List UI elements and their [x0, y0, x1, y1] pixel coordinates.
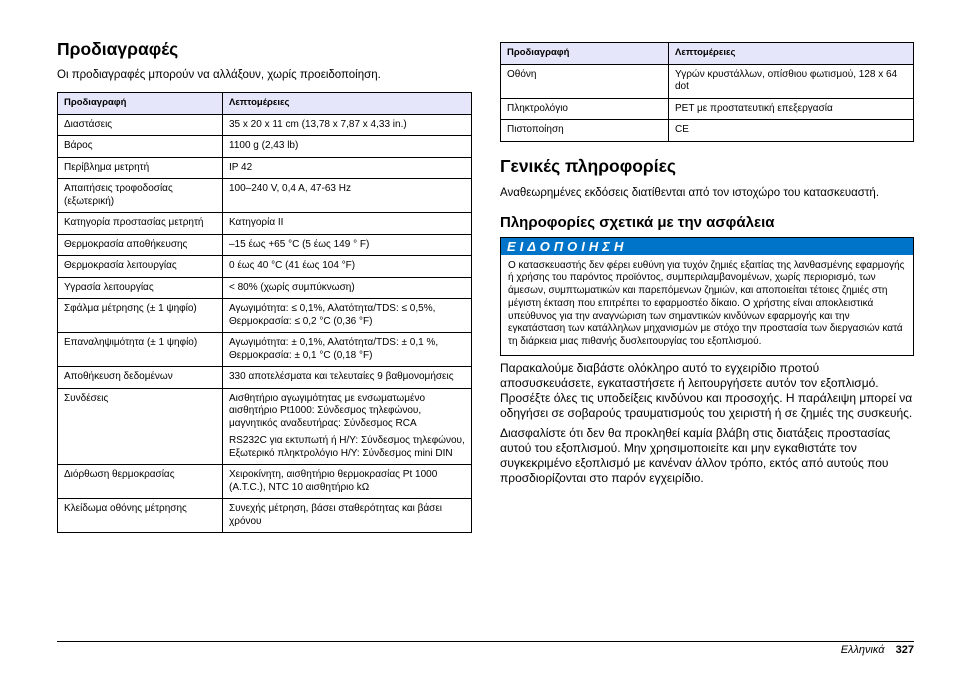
- spec-details-cell: [223, 136, 472, 158]
- spec-details-text: IP 42: [229, 161, 253, 173]
- footer-language: Ελληνικά: [840, 644, 885, 656]
- general-info-text: Αναθεωρημένες εκδόσεις διατίθενται από τον ιστοχώρο του κατασκευαστή.: [500, 186, 880, 199]
- spec-details-cell: [223, 256, 472, 278]
- spec-details-cell: [223, 157, 472, 179]
- spec-name-cell: Σφάλμα μέτρησης (± 1 ψηφίο): [58, 299, 223, 333]
- page-number: 327: [895, 644, 914, 656]
- table-row: [58, 299, 472, 333]
- spec-details-cell: [223, 179, 472, 213]
- spec-details-cell: [223, 367, 472, 389]
- spec-details-cell: [223, 499, 472, 533]
- spec-name-cell: Κλείδωμα οθόνης μέτρησης: [58, 499, 223, 533]
- spec-name-cell: Απαιτήσεις τροφοδοσίας (εξωτερική): [58, 179, 223, 213]
- spec-details-text: 330 αποτελέσματα και τελευταίες 9 βαθμονομήσεις: [229, 371, 454, 382]
- spec-details-cell: [669, 120, 914, 142]
- notice-label: ΕΙΔΟΠΟΙΗΣΗ: [501, 238, 913, 255]
- spec-details-text: 35 x 20 x 11 cm (13,78 x 7,87 x 4,33 in.): [229, 118, 407, 130]
- notice-text: Ο κατασκευαστής δεν φέρει ευθύνη για τυχόν ζημιές εξαιτίας της λανθασμένης εφαρμογής ή χρήσης του παρόντος προϊόντος, συμπεριλαμβανομένων, χωρίς περιορισμό, των άμεσων, συμπτωματικών και παρεπόμενων ζημιών, και αποποιείται τέτοιες ζημιές στη μέγιστη έκταση που επιτρέπει το εφαρμοστέο δίκαιο. Ο χρήστης είναι αποκλειστικά υπεύθυνος για την αναγνώριση των σημαντικών κινδύνων εφαρμογής και την εγκατάσταση των κατάλληλων μηχανισμών με στόχο την προστασία των διεργασιών κατά τη διάρκεια μιας πιθανής δυσλειτουργίας του εξοπλισμού.: [508, 259, 905, 348]
- spec-name-cell: Κατηγορία προστασίας μετρητή: [58, 213, 223, 235]
- spec-details-cell: [223, 213, 472, 235]
- spec-name-cell: Πληκτρολόγιο: [501, 98, 669, 120]
- spec-name-cell: Περίβλημα μετρητή: [58, 157, 223, 179]
- spec-name-cell: Θερμοκρασία αποθήκευσης: [58, 234, 223, 256]
- spec-name-cell: Αποθήκευση δεδομένων: [58, 367, 223, 389]
- left-column: [57, 38, 472, 533]
- spec-details-text: CE: [675, 124, 689, 135]
- safety-paragraph-read-manual: Παρακαλούμε διαβάστε ολόκληρο αυτό το εγχειρίδιο πρoτού αποσυσκευάσετε, εγκαταστήσετε ή λειτουργήσετε αυτόν τον εξοπλισμό. Προσέξτε όλες τις υποδείξεις κινδύνου και προσοχής. Η παράλειψη μπορεί να οδηγήσει σε σοβαρούς τραυματισμούς του χειριστή ή σε ζημιές της συσκευής.: [500, 361, 913, 421]
- spec-details-cell: [223, 277, 472, 299]
- table-row: [58, 256, 472, 278]
- table-row: [58, 388, 472, 465]
- spec-details-text: 0 έως 40 °C (41 έως 104 °F): [229, 260, 356, 271]
- specifications-table-body: [58, 114, 472, 533]
- spec-name-cell: Οθόνη: [501, 64, 669, 98]
- safety-info-title: Πληροφορίες σχετικά με την ασφάλεια: [500, 213, 775, 231]
- spec-details-cell: [669, 98, 914, 120]
- table-header-row: [501, 43, 914, 65]
- spec-details-text: Χειροκίνητη, αισθητήριο θερμοκρασίας Pt 1000 (A.T.C.), NTC 10 αισθητήριο kΩ: [229, 469, 438, 493]
- table-header-row: [58, 93, 472, 115]
- specifications-title: Προδιαγραφές: [57, 39, 179, 59]
- spec-name-cell: Διόρθωση θερμοκρασίας: [58, 465, 223, 499]
- spec-name-cell: Βάρος: [58, 136, 223, 158]
- table-row: [58, 179, 472, 213]
- table-row: [58, 136, 472, 158]
- footer-divider: [57, 641, 914, 642]
- table-row: [501, 120, 914, 142]
- table-row: [58, 465, 472, 499]
- column-header-details: Λεπτομέρειες: [669, 43, 914, 65]
- spec-details-text: Κατηγορία II: [229, 217, 284, 228]
- spec-name-cell: Επαναληψιμότητα (± 1 ψηφίο): [58, 333, 223, 367]
- spec-details-cell: [669, 64, 914, 98]
- spec-name-cell: Συνδέσεις: [58, 388, 223, 465]
- spec-details-cell: [223, 234, 472, 256]
- column-header-spec: Προδιαγραφή: [58, 93, 223, 115]
- table-row: [58, 367, 472, 389]
- spec-details-text: RS232C για εκτυπωτή ή Η/Υ: Σύνδεσμος τηλεφώνου, Εξωτερικό πληκτρολόγιο Η/Υ: Σύνδεσμος mini DIN: [229, 435, 465, 459]
- spec-details-cell: [223, 333, 472, 367]
- table-row: [501, 64, 914, 98]
- spec-details-text: Υγρών κρυστάλλων, οπίσθιου φωτισμού, 128 x 64 dot: [675, 68, 898, 92]
- notice-box: [500, 237, 914, 357]
- spec-details-text: PET με προστατευτική επεξεργασία: [675, 102, 833, 114]
- spec-name-cell: Υγρασία λειτουργίας: [58, 277, 223, 299]
- specifications-table-continued: [500, 42, 914, 142]
- column-header-spec: Προδιαγραφή: [501, 43, 669, 65]
- spec-details-cell: [223, 299, 472, 333]
- spec-details-text: Αισθητήριο αγωγιμότητας με ενσωματωμένο αισθητήριο Pt1000: Σύνδεσμος τηλεφώνου, μαγνητικός αναδευτήρας: Σύνδεσμος RCA: [229, 392, 426, 429]
- specifications-table: [57, 92, 472, 533]
- page-footer: [841, 643, 914, 657]
- spec-details-text: < 80% (χωρίς συμπύκνωση): [229, 281, 355, 293]
- general-info-title: Γενικές πληροφορίες: [500, 155, 677, 176]
- specifications-intro: Οι προδιαγραφές μπορούν να αλλάξουν, χωρίς προειδοποίηση.: [57, 69, 381, 81]
- spec-details-text: 1100 g (2,43 lb): [229, 140, 299, 151]
- table-row: [58, 234, 472, 256]
- spec-name-cell: Διαστάσεις: [58, 114, 223, 136]
- spec-details-text: Συνεχής μέτρηση, βάσει σταθερότητας και βάσει χρόνου: [229, 503, 443, 527]
- table-row: [58, 157, 472, 179]
- table-row: [58, 499, 472, 533]
- spec-details-text: Αγωγιμότητα: ≤ 0,1%, Αλατότητα/TDS: ≤ 0,5%, Θερμοκρασία: ≤ 0,2 °C (0,36 °F): [229, 303, 436, 327]
- table-row: [58, 333, 472, 367]
- spec-details-text: 100–240 V, 0,4 A, 47-63 Hz: [229, 183, 351, 194]
- table-row: [58, 213, 472, 235]
- spec-details-cell: [223, 114, 472, 136]
- spec-details-text: –15 έως +65 °C (5 έως 149 ° F): [229, 238, 370, 250]
- spec-name-cell: Πιστοποίηση: [501, 120, 669, 142]
- spec-details-cell: [223, 388, 472, 465]
- spec-details-text: Αγωγιμότητα: ± 0,1%, Αλατότητα/TDS: ± 0,1 %, Θερμοκρασία: ± 0,1 °C (0,18 °F): [229, 337, 439, 361]
- safety-paragraph-protection: Διασφαλίστε ότι δεν θα προκληθεί καμία βλάβη στις διατάξεις προστασίας αυτού του εξοπλισμού. Μην χρησιμοποιείτε και μην εγκαθιστάτε τον συγκεκριμένο εξοπλισμό με κανέναν άλλον τρόπο, εκτός από αυτούς που προσδιορίζονται στο παρόν εγχειρίδιο.: [500, 426, 891, 486]
- right-column: [500, 42, 914, 486]
- specifications-table-continued-body: [501, 64, 914, 141]
- column-header-details: Λεπτομέρειες: [223, 93, 472, 115]
- table-row: [58, 277, 472, 299]
- table-row: [501, 98, 914, 120]
- table-row: [58, 114, 472, 136]
- spec-details-cell: [223, 465, 472, 499]
- spec-name-cell: Θερμοκρασία λειτουργίας: [58, 256, 223, 278]
